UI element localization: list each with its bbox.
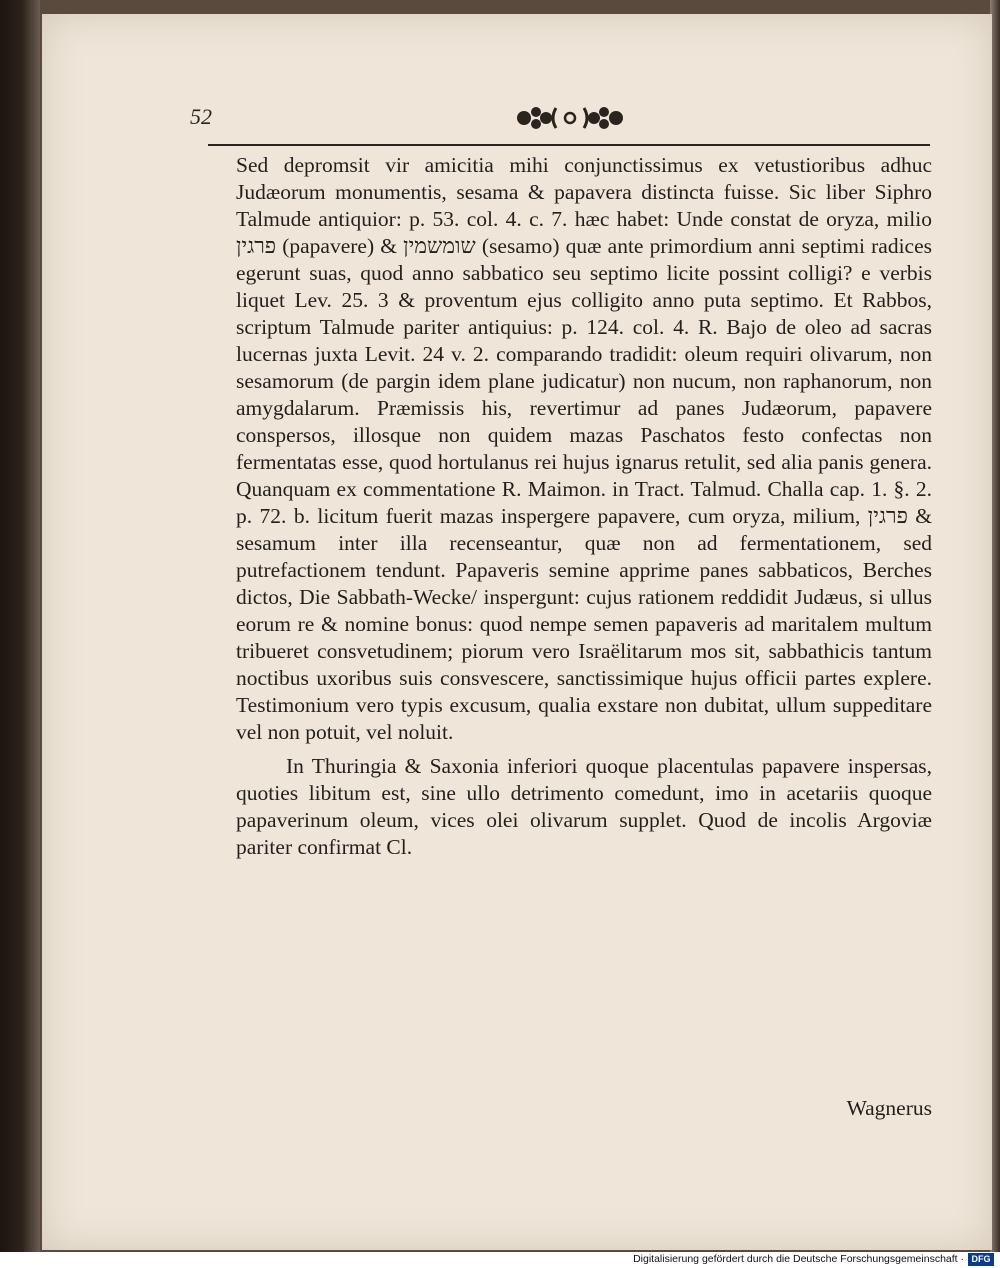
page-header	[190, 100, 930, 146]
catchword: Wagnerus	[846, 1096, 932, 1120]
paragraph-1: Sed depromsit vir amicitia mihi conjunctissimus ex vetustioribus adhuc Judæorum monumentis, sesama & papavera distincta fuisse. Sic liber Siphro Talmude antiquior: p. 53. col. 4. c. 7. hæc habet: Unde constat de oryza, milio פרגין (papavere) & שומשמין (sesamo) quæ ante primordium anni septimi radices egerunt suas, quod anno sabbatico seu septimo licite possint colligi? e verbis liquet Lev. 25. 3 & proventum ejus colligito anno puta septimo. Et Rabbos, scriptum Talmude pariter antiquius: p. 124. col. 4. R. Bajo de oleo ad sacras lucernas juxta Levit. 24 v. 2. comparando tradidit: oleum requiri olivarum, non sesamorum (de pargin idem plane judicatur) non nucum, non raphanorum, non amygdalarum. Præmissis his, revertimur ad panes Judæorum, papavere conspersos, illosque non quidem mazas Paschatos festo confectas non fermentatas esse, quod hortulanus rei hujus ignarus retulit, sed alia panis genera. Quanquam ex commentatione R. Maimon. in Tract. Talmud. Challa cap. 1. §. 2. p. 72. b. licitum fuerit mazas inspergere papavere, cum oryza, milium, פרגין & sesamum inter illa recenseantur, quæ non ad fermentationem, sed putrefactionem tendunt. Papaveris semine apprime panes sabbaticos, Berches dictos, Die Sabbath-Wecke/ inspergunt: cujus rationem reddidit Judæus, si ullus eorum re & nomine bonus: quod nempe semen papaveris ad maritalem multum tribueret consvetudinem; piorum vero Israëlitarum mos sit, sabbathicis tantum noctibus uxoribus suis consvescere, sanctissimique hujus officii partes explere. Testimonium vero typis excusum, qualia exstare non dubitat, ullum suppeditare vel non potuit, vel noluit.	[236, 153, 933, 744]
printer-ornament-icon	[510, 100, 630, 136]
header-rule	[208, 144, 930, 146]
dfg-logo-icon: DFG	[968, 1253, 994, 1266]
page-number: 52	[190, 104, 212, 129]
scan-background-left	[0, 0, 40, 1252]
footer-credit-text: Digitalisierung gefördert durch die Deutsche Forschungsgemeinschaft ·	[633, 1253, 964, 1265]
digitization-footer	[0, 1252, 1000, 1268]
body-text	[236, 152, 932, 861]
paragraph-2: In Thuringia & Saxonia inferiori quoque placentulas papavere inspersas, quoties libitum est, sine ullo detrimento comedunt, imo in acetariis quoque papaverinum oleum, vices olei olivarum supplet. Quod de incolis Argoviæ pariter confirmat Cl.	[236, 754, 932, 859]
